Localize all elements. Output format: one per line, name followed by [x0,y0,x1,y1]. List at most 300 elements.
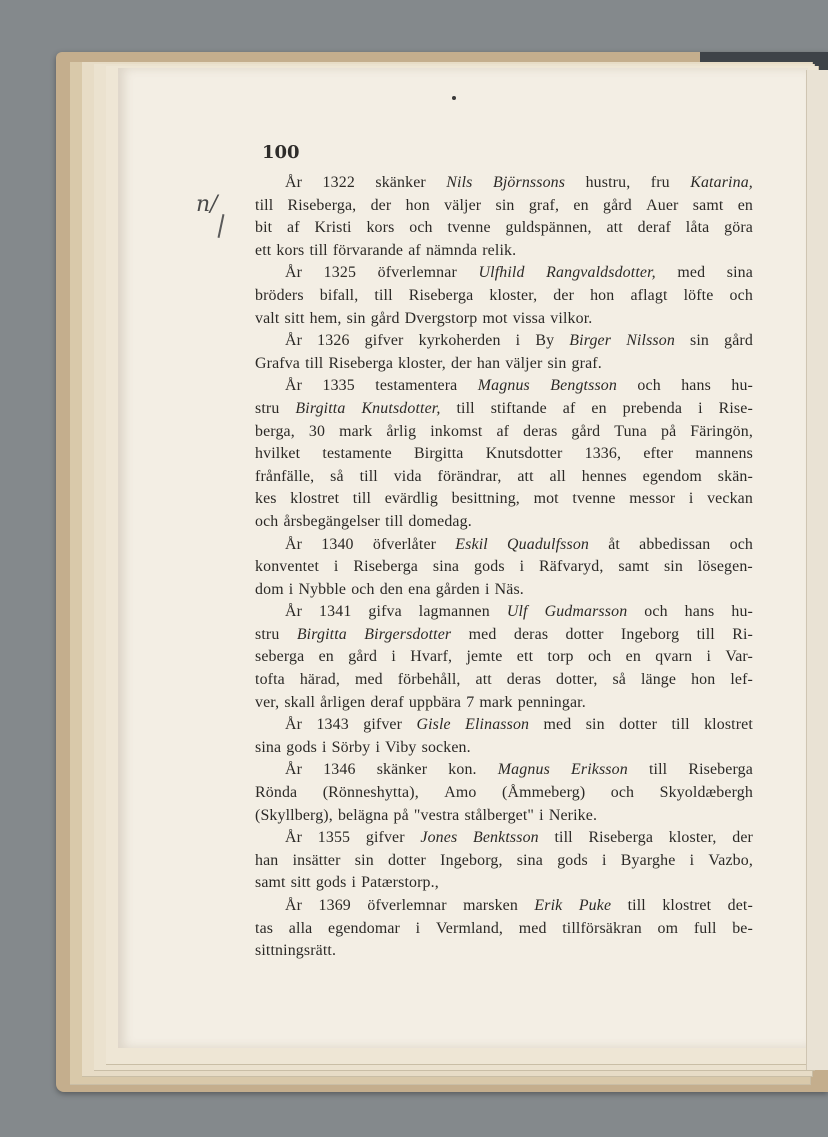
word: till [648,761,668,779]
text-line [255,692,753,715]
text-line [255,172,753,195]
word: 1335 [322,377,355,395]
word: årsbegängelser [283,512,380,530]
word: tas [255,919,274,937]
italic-word: Birgitta [296,625,347,643]
word: veckan [707,490,753,508]
word: 1343 [316,716,349,734]
word: kyrkoherden [418,332,501,350]
word: på [660,422,677,440]
word: i [351,874,357,892]
word: Riseberga [408,286,474,304]
text-line [255,579,753,602]
word: länge [640,671,677,689]
word: Riseberga [588,829,654,847]
word: gifva [368,603,402,621]
text-line [255,850,753,873]
text-line [255,308,753,331]
word: härad, [299,671,340,689]
word: (Rönneshytta), [322,784,419,802]
word: förbehåll, [397,671,461,689]
word: gifver [364,332,404,350]
word: så [612,671,626,689]
italic-word: Nils [446,174,473,191]
text-line [255,669,753,692]
word: kloster, [489,286,538,304]
word: egendomar [328,919,400,937]
word: "vestra [413,806,460,824]
italic-word: Magnus [497,761,550,779]
word: bit [255,219,273,237]
word: relik. [482,241,517,259]
word: År [285,174,303,191]
italic-word: Rangvaldsdotter, [546,264,656,282]
word: der [451,354,472,372]
word: årlig [386,422,417,440]
word: berga, [255,422,295,440]
word: der [370,196,392,214]
word: med [677,264,706,282]
text-line [255,759,753,782]
word: i [415,919,421,937]
word: der [732,829,753,847]
word: ver, [255,693,280,711]
word: han [255,851,279,869]
word: i [321,738,327,756]
text-line [255,805,753,828]
word: i [688,490,694,508]
text-line [255,940,753,963]
word: lagmannen [418,603,490,621]
word: i [698,399,703,417]
word: Patærstorp., [361,874,439,892]
word: med [518,919,547,937]
italic-word: Birgersdotter [364,625,452,643]
word: Rise- [718,399,753,417]
word: all [549,467,566,485]
word: Byarghe [620,851,676,869]
word: 1336, [584,445,622,463]
word: till [385,512,404,530]
word: testamente [322,445,392,463]
text-line [255,534,753,557]
word: i [706,648,712,666]
word: i [519,558,525,576]
word: öfverlåter [372,535,437,553]
word: om [657,919,679,937]
word: dotter [388,851,426,869]
word: 1355 [317,829,351,847]
text-line [255,556,753,579]
word: och [351,580,375,598]
word: samt [255,874,286,892]
text-line [255,782,753,805]
word: besittning, [451,490,520,508]
word: af [287,219,300,237]
word: jemte [466,648,503,666]
word: (Skyllberg), [255,806,333,824]
word: mark [479,693,513,711]
word: hans [684,603,715,621]
word: årligen [320,693,366,711]
word: mark [339,422,373,440]
margin-note: n/ [196,192,218,217]
word: År [285,332,303,350]
page-number: 100 [262,142,300,163]
word: ena [408,580,431,598]
word: 1341 [319,603,352,621]
word: till [456,399,475,417]
word: en [573,196,589,214]
italic-word: Benktsson [473,829,539,847]
word: År [285,377,303,395]
word: nämnda [425,241,478,259]
text-line [255,195,753,218]
word: kors [276,241,305,259]
word: Nybble [298,580,347,598]
word: Ingeborg, [440,851,503,869]
word: den [379,580,404,598]
word: Birgitta [414,445,464,463]
word: 1326 [317,332,350,350]
word: det- [727,897,753,914]
word: Sörby [331,738,371,756]
text-line [255,353,753,376]
word: till [352,490,372,508]
word: ett [255,241,272,259]
word: en [318,648,334,666]
word: dotter, [556,671,598,689]
word: der [553,286,575,304]
word: förvarande [332,241,404,259]
italic-word: Gudmarsson [544,603,628,621]
word: kes [255,490,277,508]
word: och [409,219,433,237]
word: till [309,241,328,259]
word: graf, [528,196,560,214]
word: gifver [365,829,405,847]
word: klostret [704,716,753,734]
word: en [591,399,607,417]
word: Auer [646,196,679,214]
word: till [696,625,715,643]
text-line [255,827,753,850]
text-line [255,511,753,534]
word: stru [255,399,280,417]
word: År [285,264,303,282]
word: 30 [308,422,326,440]
word: sina [516,851,543,869]
word: tvenne [447,219,491,237]
word: Ingeborg [620,625,680,643]
word: hon [405,196,430,214]
text-line [255,262,753,285]
word: By [535,332,555,350]
word: Färingön, [690,422,753,440]
text-line [255,714,753,737]
text-line [255,443,753,466]
word: deraf [637,219,671,237]
word: i [484,580,490,598]
word: lösegen- [697,558,753,576]
italic-word: Ulf [506,603,528,621]
word: sin [585,716,605,734]
word: löfte [683,286,714,304]
word: tillförsäkran [562,919,642,937]
word: åt [608,535,620,553]
word: Ri- [732,625,753,643]
text-line [255,466,753,489]
word: 1325 [323,264,357,282]
text-line [255,421,753,444]
italic-word: Puke [578,897,612,914]
word: egendom [642,467,702,485]
word: sin [354,851,374,869]
word: hennes [581,467,627,485]
word: efter [643,445,674,463]
word: hem, [309,309,342,327]
word: tvenne [572,490,616,508]
word: mannens [695,445,753,463]
word: testamentera [375,377,458,395]
italic-word: Quadulfsson [507,535,590,553]
text-line [255,217,753,240]
word: full [693,919,717,937]
italic-word: Birgitta [295,399,346,417]
word: kloster, [668,829,717,847]
text-line [255,398,753,421]
word: kloster, [398,354,446,372]
italic-word: Magnus [477,377,530,395]
italic-word: Knutsdotter, [361,399,441,417]
word: och [729,535,753,553]
word: valt [255,309,280,327]
word: dotter [565,625,604,643]
word: sin [547,354,567,372]
word: och [729,286,753,304]
word: klostret [662,897,712,914]
word: dotter [619,716,658,734]
word: abbedissan [639,535,711,553]
word: Vazbo, [708,851,753,869]
word: Vermland, [435,919,504,937]
word: sin [346,309,366,327]
word: stiftande [490,399,547,417]
word: alla [288,919,313,937]
word: en [625,648,641,666]
word: seberga [255,648,305,666]
word: Knutsdotter [485,445,563,463]
word: mot [482,309,508,327]
word: stålberget" [464,806,535,824]
word: en [737,196,753,214]
text-line [255,330,753,353]
word: klostret [290,490,340,508]
word: med [543,716,572,734]
word: Amo [444,784,477,802]
word: Skyoldæbergh [659,784,753,802]
word: hu- [731,377,753,395]
text-line [255,646,753,669]
word: väljer [444,196,482,214]
word: Dvergstorp [404,309,478,327]
word: Grafva [255,354,301,372]
word: med [354,671,383,689]
italic-word: Bengtsson [550,377,617,395]
word: gård [370,309,400,327]
word: belägna [337,806,389,824]
word: deras [513,625,549,643]
italic-word: Elinasson [465,716,530,734]
text-line [255,918,753,941]
word: sin [663,558,683,576]
word: öfverlemnar [367,897,447,914]
word: (Åmmeberg) [502,784,586,802]
word: Kristi [314,219,352,237]
word: Tuna [614,422,647,440]
word: öfverlemnar [377,264,457,282]
word: År [285,829,303,847]
word: Räfvaryd, [539,558,604,576]
word: 1346 [323,761,356,779]
text-line [255,624,753,647]
word: dom [255,580,284,598]
word: hustru, [585,174,631,191]
word: vissa [512,309,546,327]
word: kors [366,219,395,237]
word: deras [506,671,542,689]
word: i [539,806,544,824]
word: Riseberga [688,761,753,779]
facing-page-edge [806,70,828,1070]
word: förändrar, [437,467,502,485]
word: i [602,851,607,869]
word: i [288,580,294,598]
italic-word: Eriksson [571,761,628,779]
word: gård [348,648,378,666]
word: gifver [363,716,403,734]
word: marsken [463,897,518,914]
word: fru [650,174,670,191]
word: graf. [571,354,602,372]
word: sina [726,264,753,282]
word: gården [435,580,480,598]
word: han [476,354,501,372]
word: Hvarf, [410,648,453,666]
word: gods [315,874,347,892]
word: att [606,219,623,237]
word: låta [685,219,710,237]
word: lef- [730,671,753,689]
word: gård [724,332,753,350]
word: gods [474,558,505,576]
word: messor [629,490,676,508]
word: uppbära [408,693,462,711]
word: till [627,897,646,914]
word: Var- [725,648,753,666]
word: guldspännen, [505,219,592,237]
word: sin [690,332,710,350]
word: väljer [505,354,543,372]
word: vida [393,467,422,485]
word: penningar. [517,693,586,711]
word: att [517,467,534,485]
word: aflagt [630,286,668,304]
italic-word: Gisle [416,716,451,734]
word: Nerike. [548,806,598,824]
text-line [255,375,753,398]
text-line [255,240,753,263]
word: och [255,512,279,530]
word: hans [681,377,711,395]
word: prebenda [622,399,683,417]
word: till [554,829,573,847]
word: sitt [290,874,311,892]
word: att [475,671,492,689]
italic-word: Eskil [455,535,488,553]
word: 1369 [318,897,351,914]
word: stru [255,625,280,643]
word: socken. [421,738,471,756]
word: i [515,332,521,350]
word: skän- [717,467,753,485]
word: sittningsrätt. [255,942,337,960]
word: med [468,625,497,643]
text-line [255,737,753,760]
word: sina [255,738,282,756]
word: hu- [731,603,753,621]
text-line [255,285,753,308]
word: samt [692,196,724,214]
text-line [255,601,753,624]
word: 1340 [321,535,354,553]
word: bröders [255,286,304,304]
page-speck [452,96,456,100]
word: af [496,422,510,440]
word: på [393,806,409,824]
word: År [285,535,303,553]
body-text [255,172,753,963]
word: till [359,467,378,485]
word: vilkor. [550,309,593,327]
word: och [610,784,635,802]
italic-word: Björnssons [492,174,566,191]
word: göra [724,219,753,237]
word: insätter [292,851,341,869]
word: Riseberga [353,558,419,576]
word: Riseberga, [287,196,357,214]
word: och [637,377,661,395]
word: i [375,738,381,756]
word: så [330,467,344,485]
word: domedag. [408,512,472,530]
word: konventet [255,558,320,576]
word: År [285,603,303,621]
word: skänker [376,761,428,779]
text-line [255,872,753,895]
word: bifall, [319,286,359,304]
word: torp [547,648,574,666]
italic-word: Katarina, [690,174,753,191]
italic-word: Birger [569,332,612,350]
word: till [374,286,393,304]
word: mot [533,490,559,508]
word: i [689,851,695,869]
word: och [587,648,612,666]
word: deras [523,422,558,440]
word: kon. [448,761,477,779]
word: Riseberga [328,354,394,372]
